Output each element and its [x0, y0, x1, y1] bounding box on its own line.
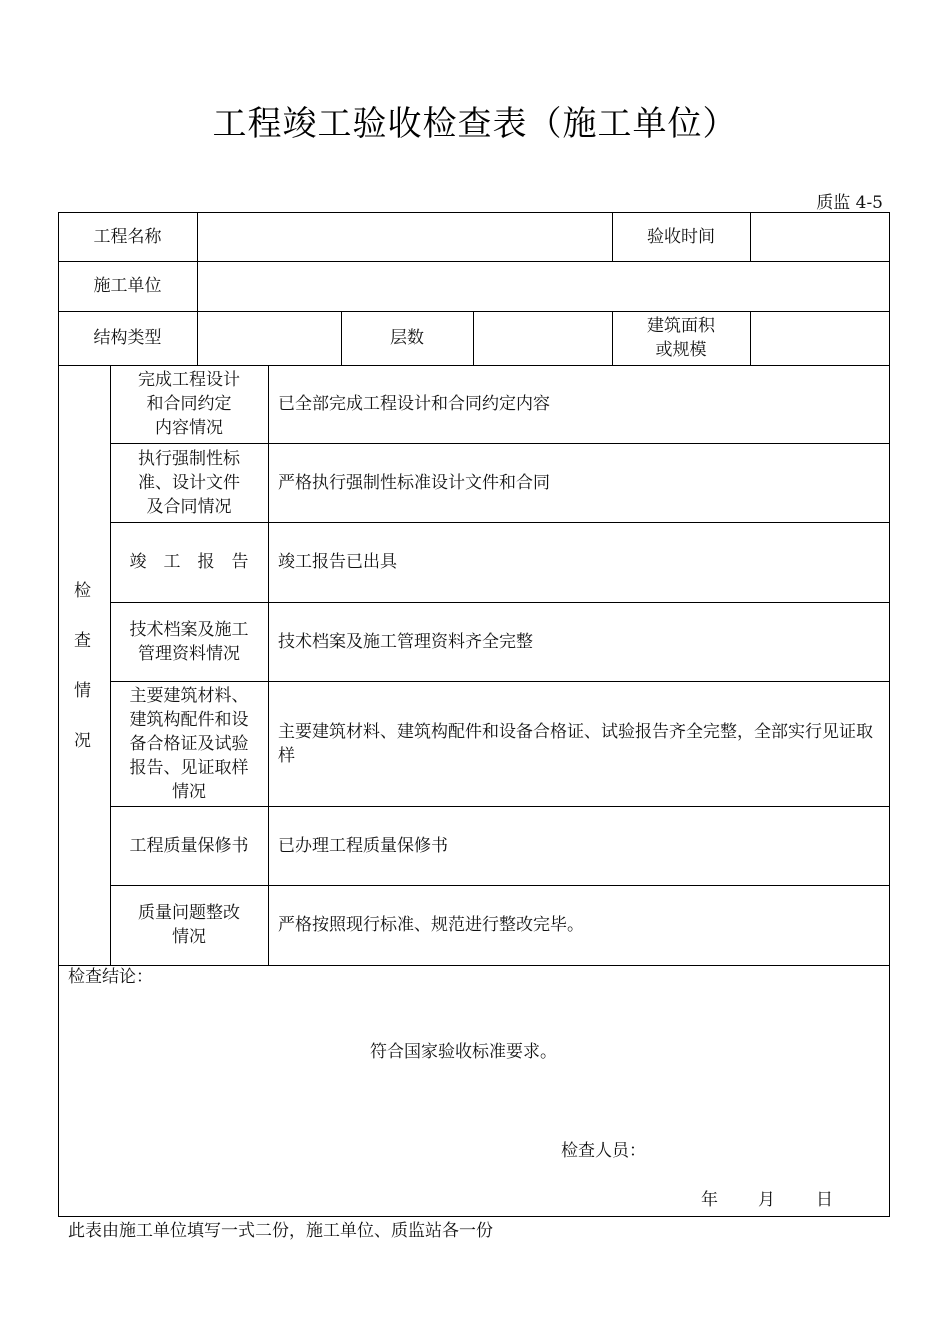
floors-field[interactable] [474, 311, 612, 365]
footnote: 此表由施工单位填写一式二份，施工单位、质监站各一份 [68, 1221, 493, 1241]
item-label-rectification: 质量问题整改 情况 [138, 903, 240, 947]
date-year: 年 [701, 1190, 718, 1210]
construction-unit-field[interactable] [198, 261, 890, 311]
floors-label: 层数 [390, 328, 424, 348]
acceptance-time-field[interactable] [751, 212, 890, 261]
group-label-char: 况 [74, 731, 91, 751]
item-label-design-contract: 完成工程设计 和合同约定 内容情况 [138, 370, 240, 438]
conclusion-text: 符合国家验收标准要求。 [370, 1042, 557, 1062]
acceptance-time-label: 验收时间 [647, 226, 715, 247]
page-title: 工程竣工验收检查表（施工单位） [212, 104, 738, 144]
conclusion-label: 检查结论： [68, 967, 153, 987]
inspector-label: 检查人员： [561, 1141, 646, 1161]
building-area-field[interactable] [751, 311, 890, 365]
project-name-label: 工程名称 [93, 226, 162, 247]
building-area-label: 建筑面积 或规模 [647, 316, 715, 360]
group-label-char: 检 [74, 581, 91, 601]
item-label-technical-archives: 技术档案及施工 管理资料情况 [129, 619, 249, 664]
group-label-char: 情 [74, 681, 91, 701]
group-label-char: 查 [74, 631, 91, 651]
item-value-technical-archives: 技术档案及施工管理资料齐全完整 [278, 631, 533, 652]
row-divider [58, 965, 890, 966]
structure-type-label: 结构类型 [93, 328, 162, 348]
item-value-warranty: 已办理工程质量保修书 [278, 835, 448, 856]
item-label-materials-certificates: 主要建筑材料、 建筑构配件和设 备合格证及试验 报告、见证取样 情况 [129, 685, 249, 802]
item-value-materials-certificates: 主要建筑材料、建筑构配件和设备合格证、试验报告齐全完整，全部实行见证取样 [278, 721, 873, 766]
item-label-mandatory-standards: 执行强制性标 准、设计文件 及合同情况 [138, 448, 240, 517]
date-day: 日 [816, 1190, 833, 1210]
form-code: 质监 4-5 [816, 193, 883, 213]
structure-type-field[interactable] [198, 311, 341, 365]
item-value-mandatory-standards: 严格执行强制性标准设计文件和合同 [278, 472, 550, 493]
item-label-completion-report: 竣 工 报 告 [129, 552, 249, 572]
date-month: 月 [758, 1190, 775, 1210]
construction-unit-label: 施工单位 [93, 276, 162, 296]
item-label-warranty: 工程质量保修书 [129, 835, 249, 856]
item-value-rectification: 严格按照现行标准、规范进行整改完毕。 [278, 915, 584, 935]
project-name-field[interactable] [198, 212, 612, 261]
item-value-design-contract: 已全部完成工程设计和合同约定内容 [278, 394, 550, 414]
item-value-completion-report: 竣工报告已出具 [278, 552, 397, 572]
